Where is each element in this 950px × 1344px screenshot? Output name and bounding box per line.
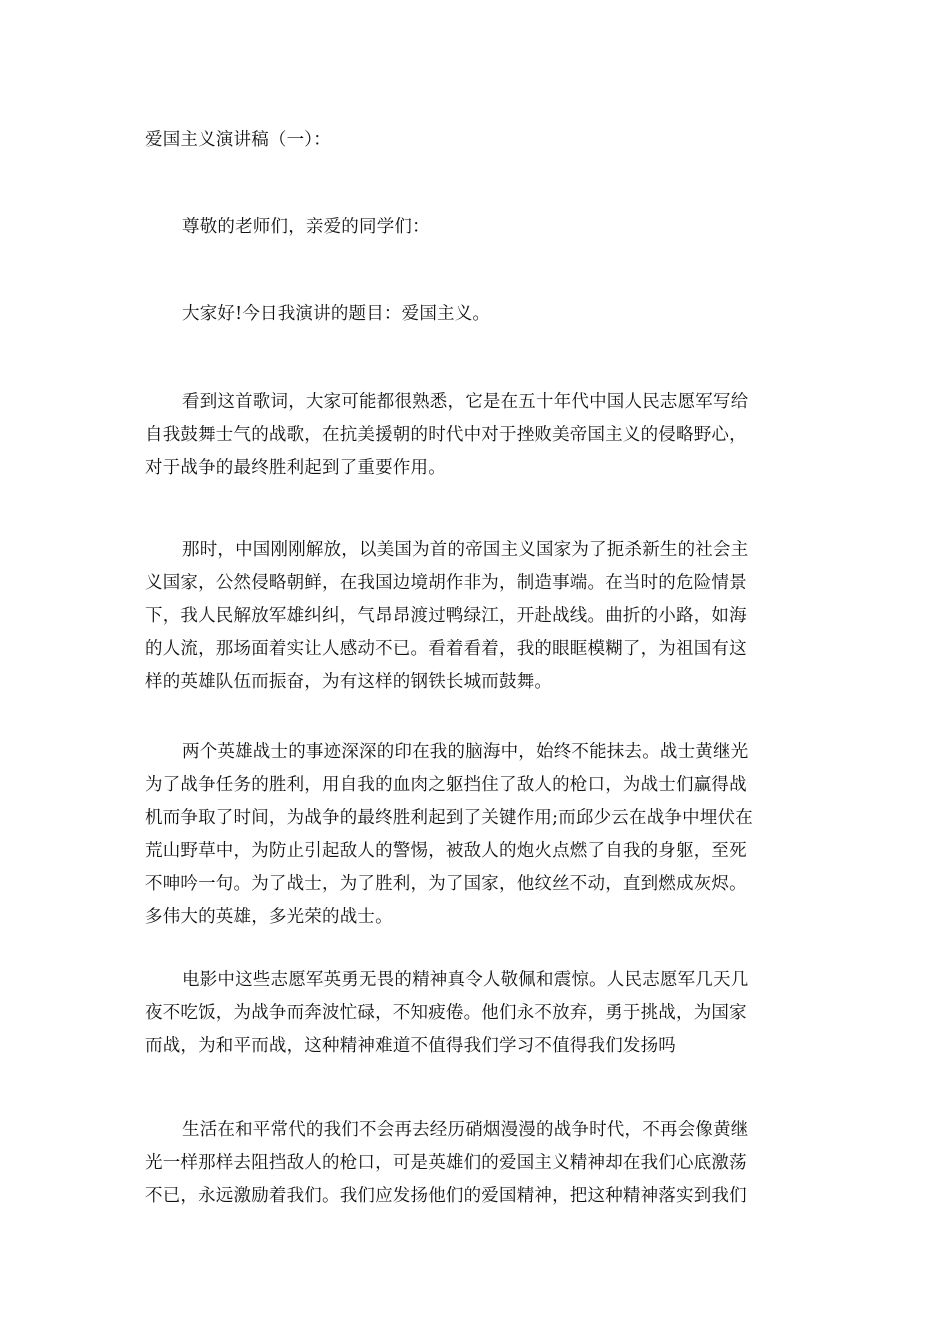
paragraph-line: 电影中这些志愿军英勇无畏的精神真令人敬佩和震惊。人民志愿军几天几	[182, 970, 749, 990]
paragraph-line: 的人流，那场面着实让人感动不已。看着看着，我的眼眶模糊了，为祖国有这	[145, 639, 747, 659]
paragraph-line: 义国家，公然侵略朝鲜，在我国边境胡作非为，制造事端。在当时的危险情景	[145, 573, 747, 593]
paragraph-line: 荒山野草中，为防止引起敌人的警惕，被敌人的炮火点燃了自我的身躯，至死	[145, 841, 747, 861]
paragraph-line: 大家好!今日我演讲的题目：爱国主义。	[182, 304, 491, 324]
paragraph-peace	[145, 1114, 810, 1213]
paragraph-line: 看到这首歌词，大家可能都很熟悉，它是在五十年代中国人民志愿军写给	[182, 392, 749, 412]
paragraph-greeting	[145, 211, 810, 244]
paragraph-line: 自我鼓舞士气的战歌，在抗美援朝的时代中对于挫败美帝国主义的侵略野心，	[145, 425, 747, 445]
paragraph-line: 多伟大的英雄，多光荣的战士。	[145, 907, 393, 927]
document-title: 爱国主义演讲稿（一）：	[145, 130, 331, 150]
paragraph-line: 不呻吟一句。为了战士，为了胜利，为了国家，他纹丝不动，直到燃成灰烬。	[145, 874, 747, 894]
paragraph-line: 那时，中国刚刚解放，以美国为首的帝国主义国家为了扼杀新生的社会主	[182, 540, 749, 560]
paragraph-line: 不已，永远激励着我们。我们应发扬他们的爱国精神，把这种精神落实到我们	[145, 1186, 747, 1206]
paragraph-line: 机而争取了时间，为战争的最终胜利起到了关键作用;而邱少云在战争中埋伏在	[145, 808, 753, 828]
paragraph-line: 两个英雄战士的事迹深深的印在我的脑海中，始终不能抹去。战士黄继光	[182, 742, 749, 762]
paragraph-spirit	[145, 964, 810, 1063]
paragraph-liberation	[145, 534, 810, 699]
paragraph-line: 生活在和平常代的我们不会再去经历硝烟漫漫的战争时代，不再会像黄继	[182, 1120, 749, 1140]
paragraph-line: 样的英雄队伍而振奋，为有这样的钢铁长城而鼓舞。	[145, 672, 553, 692]
paragraph-line: 光一样那样去阻挡敌人的枪口，可是英雄们的爱国主义精神却在我们心底激荡	[145, 1153, 747, 1173]
paragraph-line: 而战，为和平而战，这种精神难道不值得我们学习不值得我们发扬吗	[145, 1036, 676, 1056]
paragraph-topic	[145, 298, 810, 331]
paragraph-line: 为了战争任务的胜利，用自我的血肉之躯挡住了敌人的枪口，为战士们赢得战	[145, 775, 747, 795]
paragraph-line: 对于战争的最终胜利起到了重要作用。	[145, 458, 446, 478]
paragraph-line: 下，我人民解放军雄纠纠，气昂昂渡过鸭绿江，开赴战线。曲折的小路，如海	[145, 606, 747, 626]
paragraph-heroes	[145, 736, 810, 934]
paragraph-song	[145, 386, 810, 485]
paragraph-line: 夜不吃饭，为战争而奔波忙碌，不知疲倦。他们永不放弃，勇于挑战，为国家	[145, 1003, 747, 1023]
paragraph-line: 尊敬的老师们，亲爱的同学们：	[182, 217, 430, 237]
